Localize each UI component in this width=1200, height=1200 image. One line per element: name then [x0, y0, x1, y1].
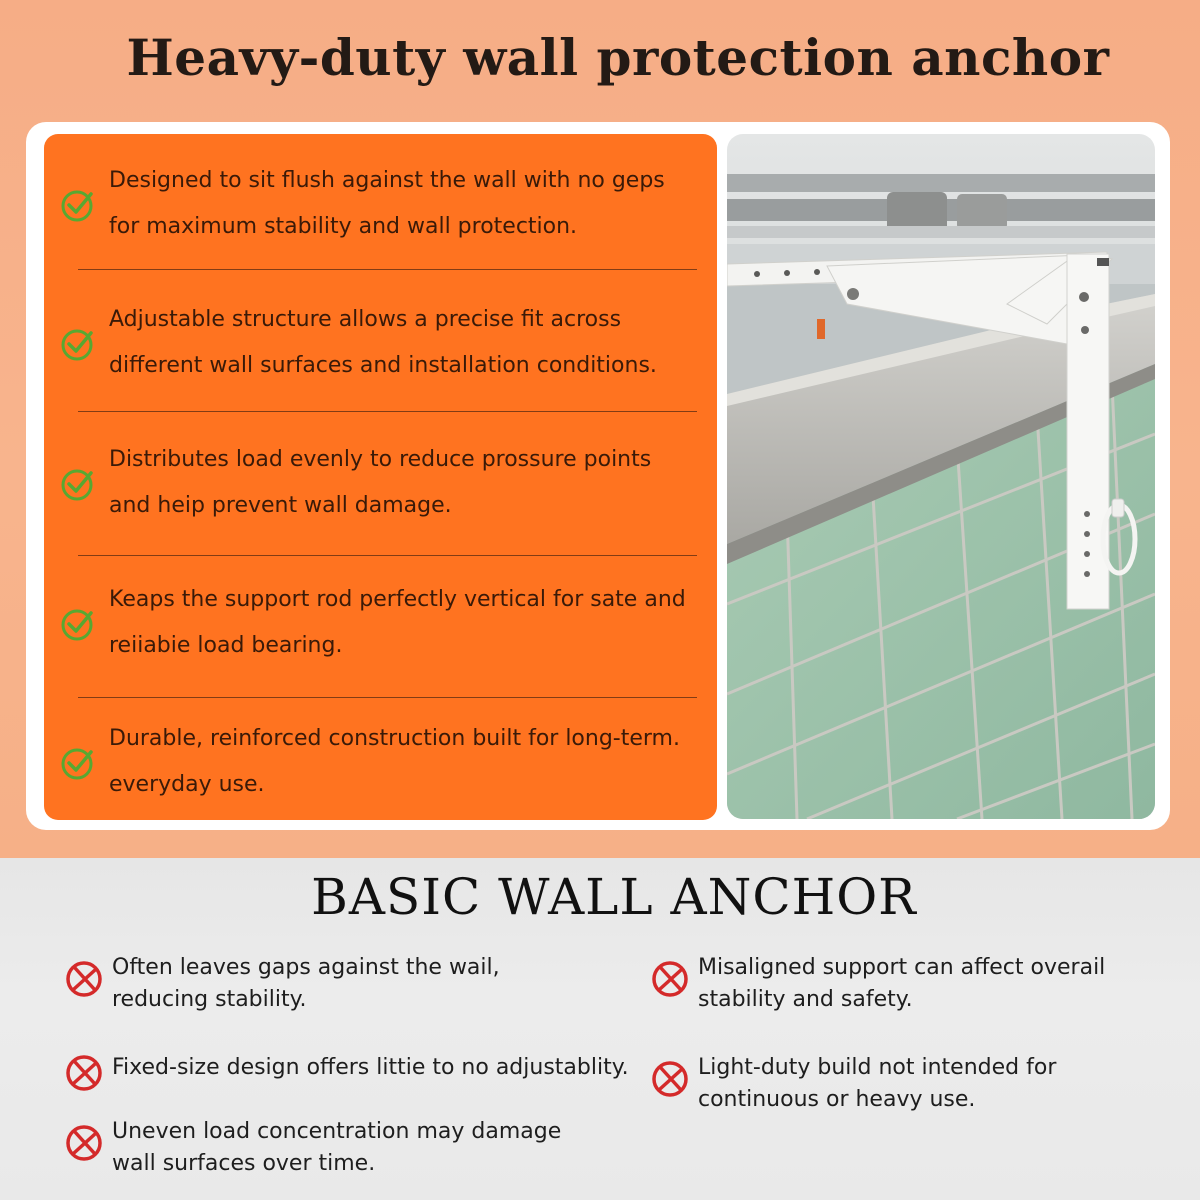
comparison-text-line1: Often leaves gaps against the wail,	[112, 955, 500, 980]
comparison-text-line2: continuous or heavy use.	[698, 1087, 976, 1112]
feature-text-line1: Keaps the support rod perfectly vertical for sate and	[109, 587, 686, 612]
feature-text-line2: different wall surfaces and installation conditions.	[109, 353, 657, 378]
comparison-text-line1: Fixed-size design offers littie to no adjustablity.	[112, 1055, 629, 1080]
feature-text-line1: Distributes load evenly to reduce prossure points	[109, 447, 652, 472]
feature-text-line1: Adjustable structure allows a precise fit across	[109, 307, 622, 332]
feature-text-line2: everyday use.	[109, 772, 265, 797]
check-circle-icon	[58, 744, 98, 784]
feature-divider	[78, 411, 697, 412]
x-circle-icon	[64, 1122, 104, 1162]
comparison-text-line1: Misaligned support can affect overail	[698, 955, 1106, 980]
check-circle-icon	[58, 465, 98, 505]
x-circle-icon	[650, 958, 690, 998]
x-circle-icon	[64, 958, 104, 998]
product-photo	[727, 134, 1155, 819]
feature-text-line2: and heip prevent wall damage.	[109, 493, 452, 518]
comparison-text-line1: Light-duty build not intended for	[698, 1055, 1057, 1080]
feature-text-line2: reiiabie load bearing.	[109, 633, 343, 658]
x-circle-icon	[650, 1058, 690, 1098]
wall-anchor-illustration	[727, 134, 1155, 819]
feature-divider	[78, 697, 697, 698]
x-circle-icon	[64, 1052, 104, 1092]
feature-text-line1: Durable, reinforced construction built for long-term.	[109, 726, 680, 751]
check-circle-icon	[58, 186, 98, 226]
check-circle-icon	[58, 605, 98, 645]
comparison-text-line2: stability and safety.	[698, 987, 913, 1012]
check-circle-icon	[58, 325, 98, 365]
page-title: Heavy-duty wall protection anchor	[126, 28, 1110, 87]
feature-divider	[78, 555, 697, 556]
comparison-text-line2: reducing stability.	[112, 987, 307, 1012]
comparison-title: BASIC WALL ANCHOR	[311, 868, 917, 926]
features-panel	[44, 134, 717, 820]
feature-text-line1: Designed to sit flush against the wall with no geps	[109, 168, 665, 193]
comparison-text-line2: wall surfaces over time.	[112, 1151, 376, 1176]
feature-divider	[78, 269, 697, 270]
comparison-section	[0, 858, 1200, 1200]
comparison-text-line1: Uneven load concentration may damage	[112, 1119, 562, 1144]
feature-text-line2: for maximum stability and wall protection.	[109, 214, 578, 239]
